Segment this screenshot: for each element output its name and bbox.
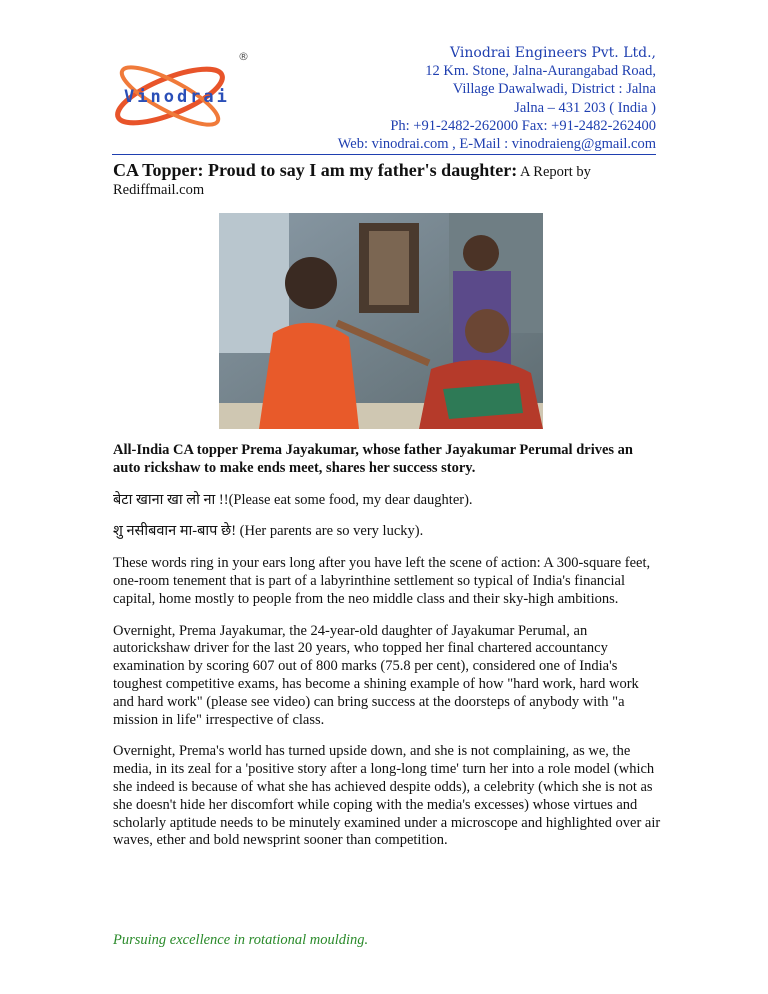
article-title — [113, 161, 661, 199]
quote-2-hindi: शु नसीबवान मा-बाप छे — [113, 523, 232, 540]
company-address-block — [236, 44, 656, 153]
quote-1-english: !!(Please eat some food, my dear daughter). — [215, 491, 473, 508]
address-line-3: Jalna – 431 203 ( India ) — [514, 99, 656, 116]
address-line-1: 12 Km. Stone, Jalna-Aurangabad Road, — [425, 63, 656, 80]
address-line-2: Village Dawalwadi, District : Jalna — [452, 81, 656, 98]
paragraph-2: Overnight, Prema Jayakumar, the 24-year-old daughter of Jayakumar Perumal, an autorickshaw driver for the last 20 years, who topped her final chartered accountancy examination by scoring 607 out of 800 marks (75.8 per cent), considered one of India's toughest competitive exams, has become a shining example of how "hard work, hard work and hard work" (please see video) can bring success at the doorsteps of anybody with "a mission in life" irrespective of class. — [113, 622, 639, 728]
registered-mark: ® — [238, 50, 249, 63]
company-name: Vinodrai Engineers Pvt. Ltd., — [450, 45, 656, 61]
title-bold: CA Topper: Proud to say I am my father's daughter: — [113, 160, 518, 180]
phone-fax-line: Ph: +91-2482-262000 Fax: +91-2482-262400 — [390, 117, 656, 134]
quote-1 — [113, 492, 661, 510]
paragraph-1: These words ring in your ears long after you have left the scene of action: A 300-square feet, one-room tenement that is part of a labyrinthine settlement so typical of India's financial capital, home mostly to people from the neo middle class and their sky-high ambitions. — [113, 555, 651, 607]
paragraph-3: Overnight, Prema's world has turned upside down, and she is not complaining, as we, the media, in its zeal for a 'positive story after a long-long time' turn her into a role model (which she indeed is because of what she has achieved despite odds), a celebrity (which she is not as she doesn't hide her discomfort while coping with the media's excesses) whose virtues and scholarly aptitude needs to be minutely examined under a microscope and highlighted over air waves, ether and bold newsprint sooner than competition. — [113, 743, 661, 849]
article-photo — [219, 213, 543, 429]
photo-caption: All-India CA topper Prema Jayakumar, whose father Jayakumar Perumal drives an auto rickshaw to make ends meet, shares her success story. — [113, 442, 633, 476]
footer-tagline: Pursuing excellence in rotational moulding. — [113, 932, 369, 948]
quote-2-english: ! (Her parents are so very lucky). — [231, 523, 424, 540]
quote-2 — [113, 523, 661, 541]
web-email-line: Web: vinodrai.com , E-Mail : vinodraieng@gmail.com — [337, 136, 656, 153]
title-source: A Report by Rediffmail.com — [113, 164, 591, 198]
quote-1-hindi: बेटा खाना खा लो ना — [113, 491, 216, 508]
article-body — [113, 161, 661, 850]
header-divider — [112, 154, 656, 155]
logo-text: Vinodrai — [124, 87, 230, 107]
